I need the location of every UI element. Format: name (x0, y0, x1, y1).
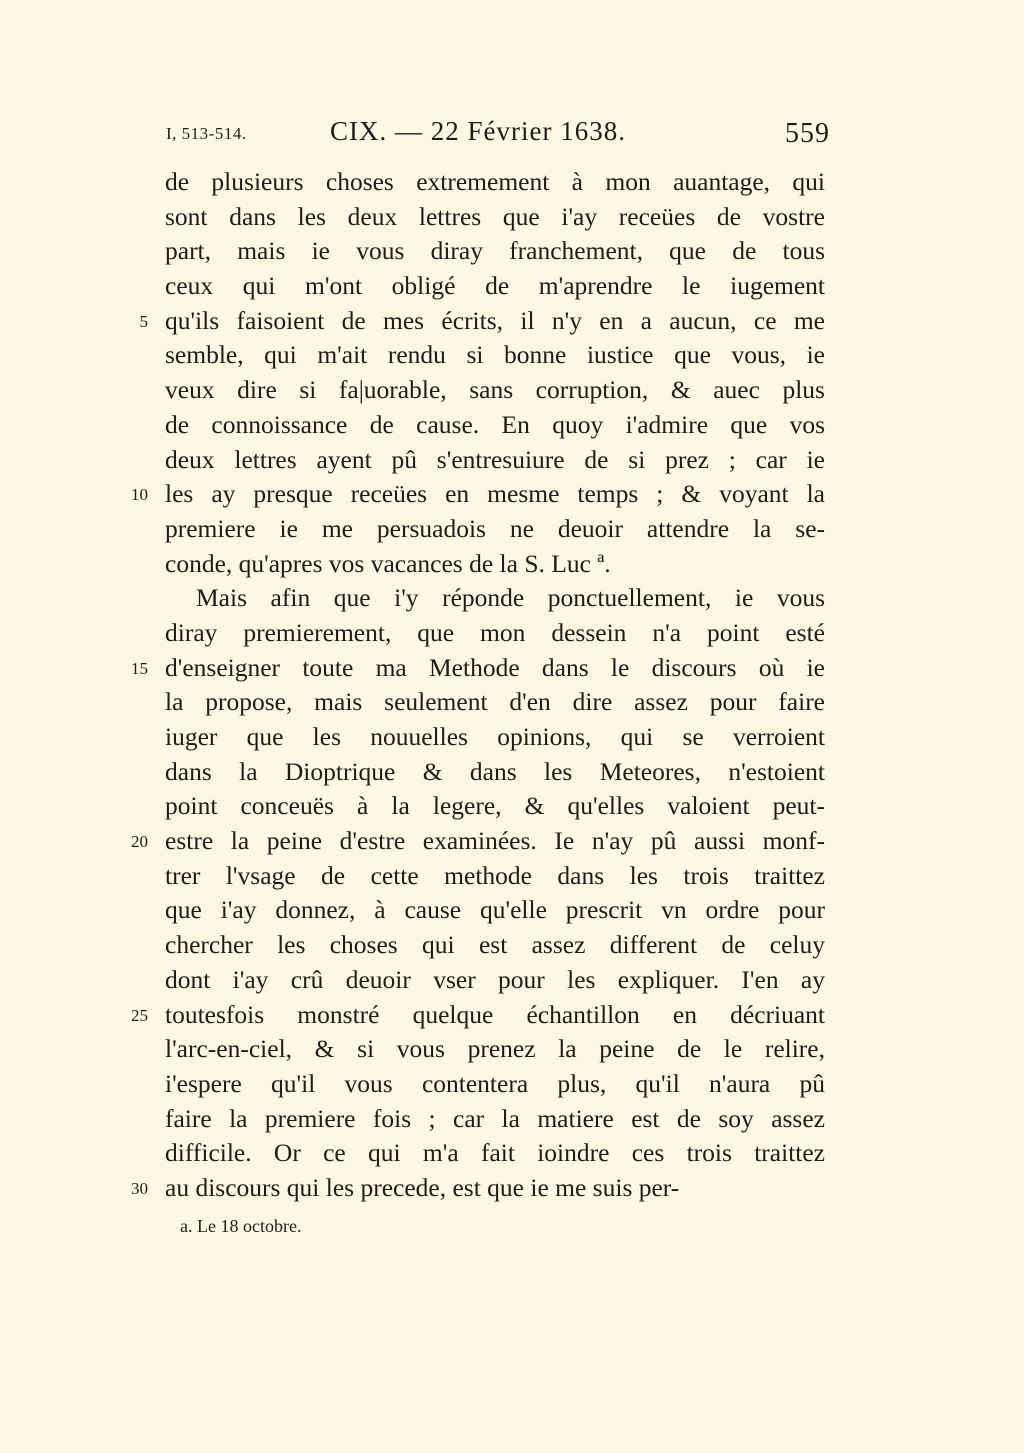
footnote: a. Le 18 octobre. (180, 1216, 302, 1236)
text-line (0, 928, 1024, 963)
text-line (0, 720, 1024, 755)
line-text: semble, qui m'ait rendu si bonne iustice que vous, ie (165, 340, 825, 370)
line-text: veux dire si fa|uorable, sans corruption, & auec plus (165, 375, 825, 405)
text-line (0, 893, 1024, 928)
line-text: dans la Dioptrique & dans les Meteores, n'estoient (165, 756, 825, 786)
text-line (0, 859, 1024, 894)
line-text: ceux qui m'ont obligé de m'aprendre le iugement (165, 271, 825, 301)
line-text: qu'ils faisoient de mes écrits, il n'y en a aucun, ce me (165, 305, 825, 335)
text-line (0, 789, 1024, 824)
line-text: sont dans les deux lettres que i'ay receües de vostre (165, 201, 825, 231)
line-text: point conceuës à la legere, & qu'elles valoient peut- (165, 791, 825, 821)
line-number: 30 (131, 1178, 148, 1198)
header-reference: I, 513-514. (166, 124, 247, 143)
text-line (0, 304, 1024, 339)
line-text: part, mais ie vous diray franchement, que de tous (165, 236, 825, 266)
header-title: CIX. — 22 Février 1638. (330, 116, 626, 146)
line-text: difficile. Or ce qui m'a fait ioindre ces trois traittez (165, 1138, 825, 1168)
line-text: la propose, mais seulement d'en dire assez pour faire (165, 687, 825, 717)
line-text: d'enseigner toute ma Methode dans le discours où ie (165, 652, 825, 682)
text-line (0, 443, 1024, 478)
line-text: deux lettres ayent pû s'entresuiure de si prez ; car ie (165, 444, 825, 474)
line-text: Mais afin que i'y réponde ponctuellement, ie vous (196, 583, 825, 613)
text-line (0, 512, 1024, 547)
text-line (0, 755, 1024, 790)
text-line (0, 963, 1024, 998)
running-header (0, 112, 1024, 152)
text-line (0, 234, 1024, 269)
text-line (0, 1136, 1024, 1171)
line-text: iuger que les nouuelles opinions, qui se verroient (165, 722, 825, 751)
text-line (0, 547, 1024, 582)
line-text: de plusieurs choses extremement à mon auantage, qui (165, 167, 825, 196)
text-line (0, 1102, 1024, 1137)
text-line (0, 373, 1024, 408)
line-number: 10 (131, 485, 148, 505)
line-text: toutesfois monstré quelque échantillon en décriuant (165, 999, 825, 1029)
text-line (0, 998, 1024, 1033)
line-text: chercher les choses qui est assez different de celuy (165, 930, 825, 960)
line-text: les ay presque receües en mesme temps ; & voyant la (165, 479, 825, 509)
text-line (0, 1171, 1024, 1206)
line-text: estre la peine d'estre examinées. Ie n'ay pû aussi monf- (165, 826, 825, 856)
text-line (0, 165, 1024, 200)
line-text: faire la premiere fois ; car la matiere est de soy assez (165, 1103, 825, 1133)
line-number: 5 (139, 311, 148, 331)
text-line (0, 616, 1024, 651)
text-line (0, 477, 1024, 512)
text-line (0, 269, 1024, 304)
line-number: 20 (131, 832, 148, 852)
line-text: dont i'ay crû deuoir vser pour les expliquer. I'en ay (165, 964, 825, 994)
text-line (0, 408, 1024, 443)
line-number: 15 (131, 658, 148, 678)
text-line (0, 824, 1024, 859)
line-text: i'espere qu'il vous contentera plus, qu'il n'aura pû (165, 1068, 825, 1098)
line-text: conde, qu'apres vos vacances de la S. Luc ª. (165, 548, 611, 578)
text-line (0, 685, 1024, 720)
line-text: trer l'vsage de cette methode dans les trois traittez (165, 860, 825, 890)
line-text: l'arc-en-ciel, & si vous prenez la peine de le relire, (165, 1034, 825, 1064)
line-text: au discours qui les precede, est que ie me suis per- (165, 1172, 680, 1202)
line-text: que i'ay donnez, à cause qu'elle prescrit vn ordre pour (165, 895, 825, 925)
text-line (0, 651, 1024, 686)
text-line (0, 581, 1024, 616)
text-body (0, 165, 1024, 1206)
line-text: diray premierement, que mon dessein n'a point esté (165, 617, 825, 647)
line-number: 25 (131, 1005, 148, 1025)
text-line (0, 200, 1024, 235)
page-number: 559 (785, 118, 830, 149)
text-line (0, 1032, 1024, 1067)
text-line (0, 1067, 1024, 1102)
text-line (0, 338, 1024, 373)
line-text: de connoissance de cause. En quoy i'admire que vos (165, 409, 825, 439)
line-text: premiere ie me persuadois ne deuoir attendre la se- (165, 513, 825, 543)
